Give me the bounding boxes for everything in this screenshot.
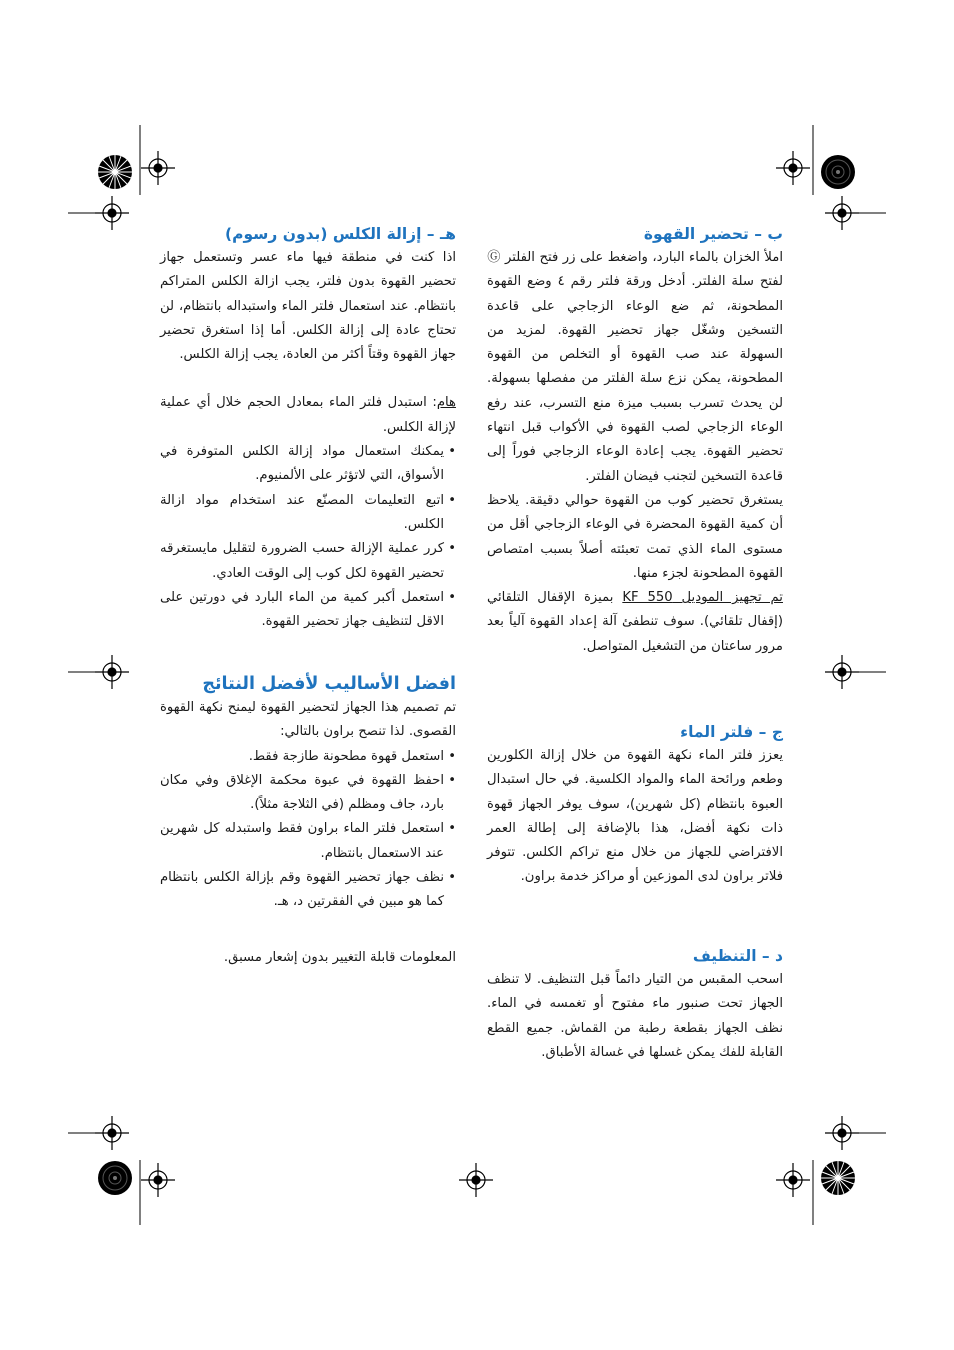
paragraph: يعزز فلتر الماء نكهة القهوة من خلال إزالة الكلورين وطعم ورائحة الماء والمواد الكلسية. في حال استبدال العبوة بانتظام (كل شهرين)، سوف يوفر الجهاز قهوة ذات نكهة أفضل، هذا بالإضافة إلى إطالة العمر الافتراضي للجهاز من خلال منع تراكم الكلس. تتوفر فلاتر براون لدى الموزعين أو مراكز خدمة براون. [487,748,783,885]
change-notice: المعلومات قابلة التغيير بدون إشعار مسبق. [223,950,456,965]
paragraph: تم تصميم هذا الجهاز لتحضير القهوة ليمنح نكهة القهوة القصوى. لذا تنصح براون بالتالي: [160,700,456,740]
important-note: هام: استبدل فلتر الماء بمعادل الحجم خلال أي عملية لإزالة الكلس. [160,395,456,435]
paragraph: تم تجهيز الموديل KF 550 بميزة الإقفال التلقائي (إقفال تلقائي). سوف تنطفئ آلة إعداد القهوة آلياً بعد مرور ساعتان من التشغيل المتواصل. [487,590,783,654]
paragraph: املأ الخزان بالماء البارد، واضغط على زر فتح الفلتر Ⓖ لفتح سلة الفلتر. أدخل ورقة فلتر رقم ٤ وضع القهوة المطحونة، ثم ضع الوعاء الزجاجي على قاعدة التسخين وشغّل جهاز تحضير القهوة. لمزيد من السهولة عند صب القهوة أو التخلص من القهوة المطحونة، يمكن نزع سلة الفلتر من مفصلها بسهولة. لن يحدث تسرب بسبب ميزة منع التسرب، عند رفع الوعاء الزجاجي لصب القهوة في الأكواب قبل انتهاء تحضير القهوة. يجب إعادة الوعاء الزجاجي فوراً إلى قاعدة التسخين لتجنب فيضان الفلتر. [487,250,784,484]
paragraph: اسحب المقبس من التيار دائماً قبل التنظيف. لا تنظف الجهاز تحت صنبور ماء مفتوح أو تغمسه في الماء. نظف الجهاز بقطعة رطبة من القماش. جميع القطع القابلة للفك يمكن غسلها في غسالة الأطباق. [487,972,783,1060]
section-title: ج – فلتر الماء [680,723,783,741]
section-water-filter [487,720,783,890]
bullet-list [160,745,456,915]
paragraph: اذا كنت في منطقة فيها ماء عسر وتستعمل جهاز تحضير القهوة بدون فلتر، يجب ازالة الكلس المتراكم بانتظام. عند استعمال فلتر الماء واستبداله بانتظام، لن تحتاج عادة إلى إزالة الكلس. أما إذا استغرق تحضير جهاز القهوة وقتاً أكثر من العادة، يجب إزالة الكلس. [160,250,456,363]
section-title: هـ – إزالة الكلس (بدون رسوم) [225,225,456,243]
section-title: افضل الأساليب لأفضل النتائج [202,674,456,694]
list-item: • استعمل أكبر كمية من الماء البارد في دورتين على الاقل لتنظيف جهاز تحضير القهوة. [160,586,456,635]
list-item: • يمكنك استعمال مواد إزالة الكلس المتوفرة في الأسواق، التي لاتؤثر على الألمنيوم. [160,440,456,489]
list-item: • كرر عملية الإزالة حسب الضرورة لتقليل مايستغرقه تحضير القهوة لكل كوب إلى الوقت العادي. [160,537,456,586]
list-item: • نظف جهاز تحضير القهوة وقم بإزالة الكلس بانتظام كما هو مبين في الفقرتين د، هـ. [160,866,456,915]
list-item: • اتبع التعليمات المصنّع عند استخدام مواد ازالة الكلس. [160,489,456,538]
section-title: د – التنظيف [692,947,783,965]
important-label: هام [436,395,456,411]
footnote [160,946,456,970]
paragraph: يستغرق تحضير كوب من القهوة حوالي دقيقة. يلاحظ أن كمية القهوة المحضرة في الوعاء الزجاجي أقل من مستوى الماء الذي تمت تعبئته أصلاً بسبب امتصاص القهوة المطحونة لجزء منها. [487,492,783,581]
list-item: • استعمل فلتر الماء براون فقط واستبدله كل شهرين عند الاستعمال بانتظام. [160,817,456,866]
section-title: ب – تحضير القهوة [643,225,783,243]
section-cleaning [487,944,783,1065]
list-item: • استعمل قهوة مطحونة طازجة فقط. [160,745,456,769]
model-label: تم تجهيز الموديل KF 550 [622,590,783,606]
bullet-list [160,440,456,634]
section-coffee-preparation [487,222,783,659]
section-best-results [160,672,456,915]
list-item: • احفظ القهوة في عبوة محكمة الإغلاق وفي مكان بارد، جاف ومظلم (في الثلاجة مثلاً). [160,769,456,818]
section-decalcifying [160,222,456,634]
